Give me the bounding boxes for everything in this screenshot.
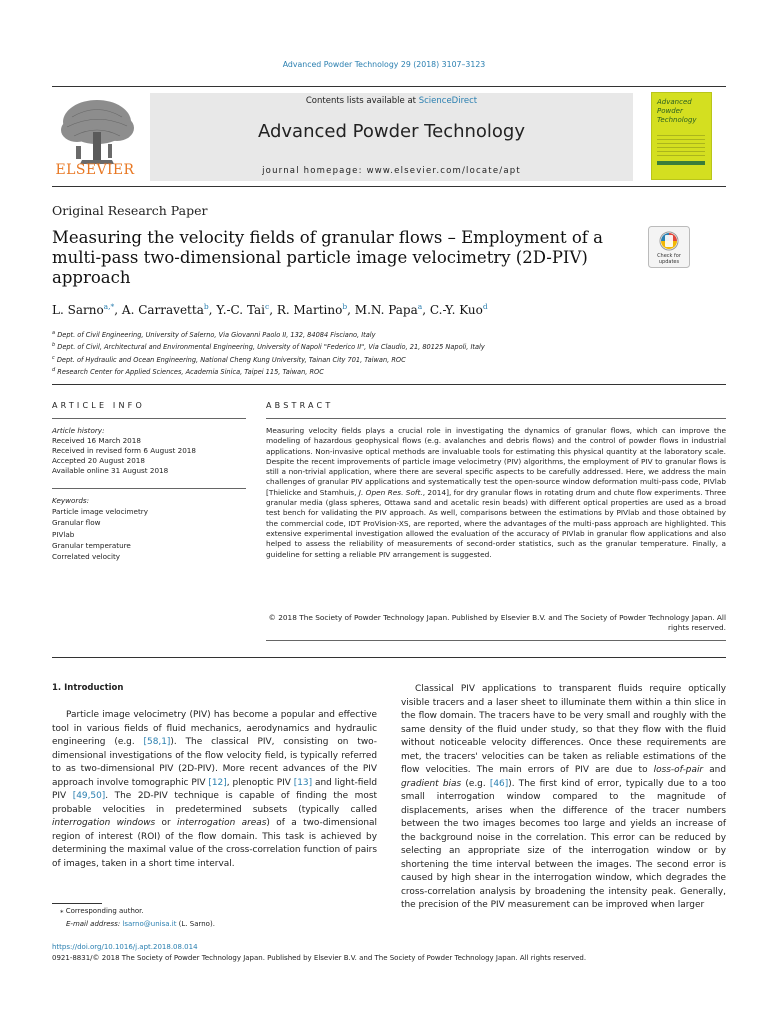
email-suffix: (L. Sarno). [176,920,215,928]
affiliation-mark: c [52,354,55,361]
keyword-item: PIVlab [52,529,75,539]
cover-title-line: Technology [657,115,697,124]
text-run: ). The first kind of error, typically due to a too small interrogation window compared to the magnitude of displacements, arises when the difference of the tracer numbers between the two images becomes too large and yields an increase of the background noise in the correlation. This error can be reduced by selecting an appropriate size of the interrogation window or by shortening the time interval between the images. The second error is caused by high shear in the interrogation window, which degrades the cross-correlation analysis by broadening the intensity peak. Generally, the precision of the PIV measurement can be improved when larger [401,778,726,910]
author-affiliation-mark[interactable]: c [265,302,270,311]
email-link[interactable]: lsarno@unisa.it [122,920,177,928]
keyword-item: Correlated velocity [52,552,121,562]
article-history [52,426,246,476]
affiliation-mark: d [52,367,56,374]
section-rule [52,384,726,385]
history-item: Received in revised form 6 August 2018 [52,445,196,455]
reference-link[interactable]: [13] [293,777,313,788]
keyword-item: Granular temperature [52,540,131,550]
affiliation-item [52,328,692,340]
journal-homepage[interactable]: journal homepage: www.elsevier.com/locate/apt [262,166,521,176]
author-affiliation-mark[interactable]: d [482,302,488,311]
abstract-rule [266,418,726,419]
author-separator: , [208,303,217,317]
text-run: ) of a two-dimensional region of interest (ROI) of the flow domain. This task is achieved by determining the maximal value of the cross-correlation function of pairs of images, taken in a short time interval. [52,818,377,869]
author-name[interactable]: C.-Y. Kuo [429,303,483,317]
author-name[interactable]: Y.-C. Tai [216,303,266,317]
keywords-list [52,495,246,562]
author-name[interactable]: R. Martino [276,303,343,317]
author-separator: , [347,303,355,317]
affiliation-item [52,365,692,377]
text-run: . The 2D-PIV technique is capable of finding the most probable velocities in predetermined subsets (typically called [52,791,377,815]
reference-link[interactable]: [46] [489,778,509,789]
corresponding-author-note: ⁎ Corresponding author. [60,907,144,915]
cover-band [657,161,705,165]
reference-link[interactable]: [49,50] [72,791,106,801]
keyword-item: Granular flow [52,518,101,528]
contents-line [150,96,633,106]
keywords-label: Keywords: [52,496,90,505]
history-item: Accepted 20 August 2018 [52,455,145,465]
affiliation-text: Dept. of Civil Engineering, University of Salerno, Via Giovanni Paolo II, 132, 84084 Fisciano, Italy [57,331,376,340]
text-run: , plenoptic PIV [226,777,294,788]
journal-cover-thumbnail[interactable] [651,92,712,180]
cover-text-lines [657,135,705,159]
intro-paragraph-2 [401,683,726,913]
history-item: Received 16 March 2018 [52,435,141,445]
abstract-rule [266,640,726,641]
text-run: Particle image velocimetry (PIV) has become a popular and effective tool in various fields of fluid mechanics, aerodynamics and hydraulic engineering (e.g. [52,710,377,747]
keyword-item: Particle image velocimetry [52,507,148,517]
author-name[interactable]: A. Carravetta [121,303,204,317]
introduction-heading: 1. Introduction [52,683,124,693]
author-name[interactable]: L. Sarno [52,303,104,317]
abstract-heading: ABSTRACT [266,401,334,410]
author-name[interactable]: M.N. Papa [354,303,418,317]
author-affiliation-mark[interactable]: b [342,302,348,311]
author-affiliation-mark[interactable]: b [203,302,209,311]
article-info-rule [52,488,246,489]
header-bottom-rule [52,186,726,187]
text-run: (e.g. [461,778,490,789]
footnote-text: Corresponding author. [65,907,144,915]
affiliation-item [52,353,692,365]
paper-type: Original Research Paper [52,203,208,218]
cover-title-line: Powder [657,106,683,115]
cover-title-line: Advanced [657,98,692,106]
email-label: E-mail address: [66,920,123,928]
italic-term: gradient bias [401,778,462,789]
journal-title: Advanced Powder Technology [257,121,526,142]
doi-link[interactable]: https://doi.org/10.1016/j.apt.2018.08.014 [52,943,198,951]
text-run: Classical PIV applications to transparent fluids require optically visible tracers and a laser sheet to illuminate them within a thin slice in the flow domain. The tracers have to be very small and roughly with the same density of the fluid under study, so that they flow with the fluid without noticeable velocity differences. Once these requirements are met, the tracers' velocities can be taken as reliable estimations of the flow velocities. The main errors of PIV are due to [401,684,726,775]
text-run: ). The classical PIV, consisting on two-dimensional investigations of the flow velocity field, is typically referred to as two-dimensional PIV (2D-PIV). More recent advances of the PIV approach involve tomographic PIV [52,737,377,788]
intro-paragraph-1 [52,709,377,871]
affiliation-text: Dept. of Hydraulic and Ocean Engineering, National Cheng Kung University, Tainan City 701, Taiwan, ROC [56,356,406,365]
affiliation-mark: a [52,330,56,336]
check-label-line: Check for [657,253,681,259]
issn-copyright-line: 0921-8831/© 2018 The Society of Powder Technology Japan. Published by Elsevier B.V. and The Society of Powder Technology Japan. All rights reserved. [52,954,587,962]
paper-title: Measuring the velocity fields of granular flows – Employment of a multi-pass two-dimensional particle image velocimetry (2D-PIV) approach [52,228,603,287]
abstract-copyright: © 2018 The Society of Powder Technology Japan. Published by Elsevier B.V. and The Society of Powder Technology Japan. All rights reserved. [268,613,726,633]
text-run: or [155,818,178,828]
reference-link[interactable]: [58,1] [143,737,171,747]
text-run: and [703,765,727,775]
author-separator: , [114,303,122,317]
contents-prefix: Contents lists available at [305,96,419,106]
reference-link[interactable]: [12] [208,777,227,788]
history-item: Available online 31 August 2018 [52,465,169,475]
affiliation-item [52,340,692,352]
check-label-line: updates [658,259,680,265]
publisher-logo-text: ELSEVIER [55,162,135,178]
history-label: Article history: [52,426,105,435]
italic-term: interrogation areas [177,818,267,828]
italic-term: interrogation windows [52,818,156,828]
affiliation-text: Research Center for Applied Sciences, Academia Sinica, Taipei 115, Taiwan, ROC [57,368,324,377]
journal-citation[interactable]: Advanced Powder Technology 29 (2018) 3107–3123 [282,60,486,69]
abstract-part: Measuring velocity fields plays a crucial role in investigating the dynamics of granular flows, which can improve the modeling of hazardous geophysical flows (e.g. avalanches and debris flows) and the control of powder flows in industrial applications. Non-invasive optical methods are invaluable tools for estimating this physical quantity at the laboratory scale. Despite the recent improvements of particle image velocimetry (PIV) algorithms, the employment of PIV to granular flows is still a non-trivial application, where there are several specific aspects to be carefully addressed. Here, we address the main challenges of granular PIV applications and systematically test the open-source window deformation multi-pass code, PIVlab [Thielicke and Stamhuis, [266,426,726,497]
italic-term: loss-of-pair [653,765,704,775]
section-rule [52,657,726,658]
author-separator: , [269,303,277,317]
article-info-heading: ARTICLE INFO [52,401,145,410]
author-list [52,302,488,317]
text-run: and light-field PIV [52,777,377,801]
sciencedirect-link[interactable]: ScienceDirect [418,96,478,106]
abstract-text [266,426,726,560]
check-for-updates-label [648,253,690,265]
affiliation-text: Dept. of Civil, Architectural and Environmental Engineering, University of Napoli "Federico II", Via Claudio, 21, 80125 Napoli, Italy [57,343,485,352]
affiliation-list [52,328,692,378]
abstract-part: , 2014], for dry granular flows in rotating drum and chute flow experiments. Three granular media (glass spheres, Ottawa sand and acetalic resin beads) with different optical properties are used as a broad test bench for validating the PIV approach. As well, comparisons between the estimations by PIVlab and those obtained by the commercial code, IDT ProVision-XS, are reported, where the advantages of the multi-pass approach are highlighted. This extensive experimental investigation allowed the evaluation of the accuracy of PIVlab in granular flow applications and also helped to assess the reliability of measurements of second-order statistics, such as the granular temperature. Finally, a guideline for setting a reliable PIV arrangement is suggested. [266,487,726,559]
author-affiliation-mark[interactable]: a [417,302,423,311]
footnote-rule [52,903,102,904]
email-note [66,920,215,928]
cover-title [657,98,707,124]
header-top-rule [52,86,726,87]
author-affiliation-mark[interactable]: a,* [103,302,115,311]
affiliation-mark: b [52,342,56,349]
article-info-rule [52,418,246,419]
author-separator: , [422,303,430,317]
abstract-journal-ref: J. Open Res. Soft. [358,487,423,497]
